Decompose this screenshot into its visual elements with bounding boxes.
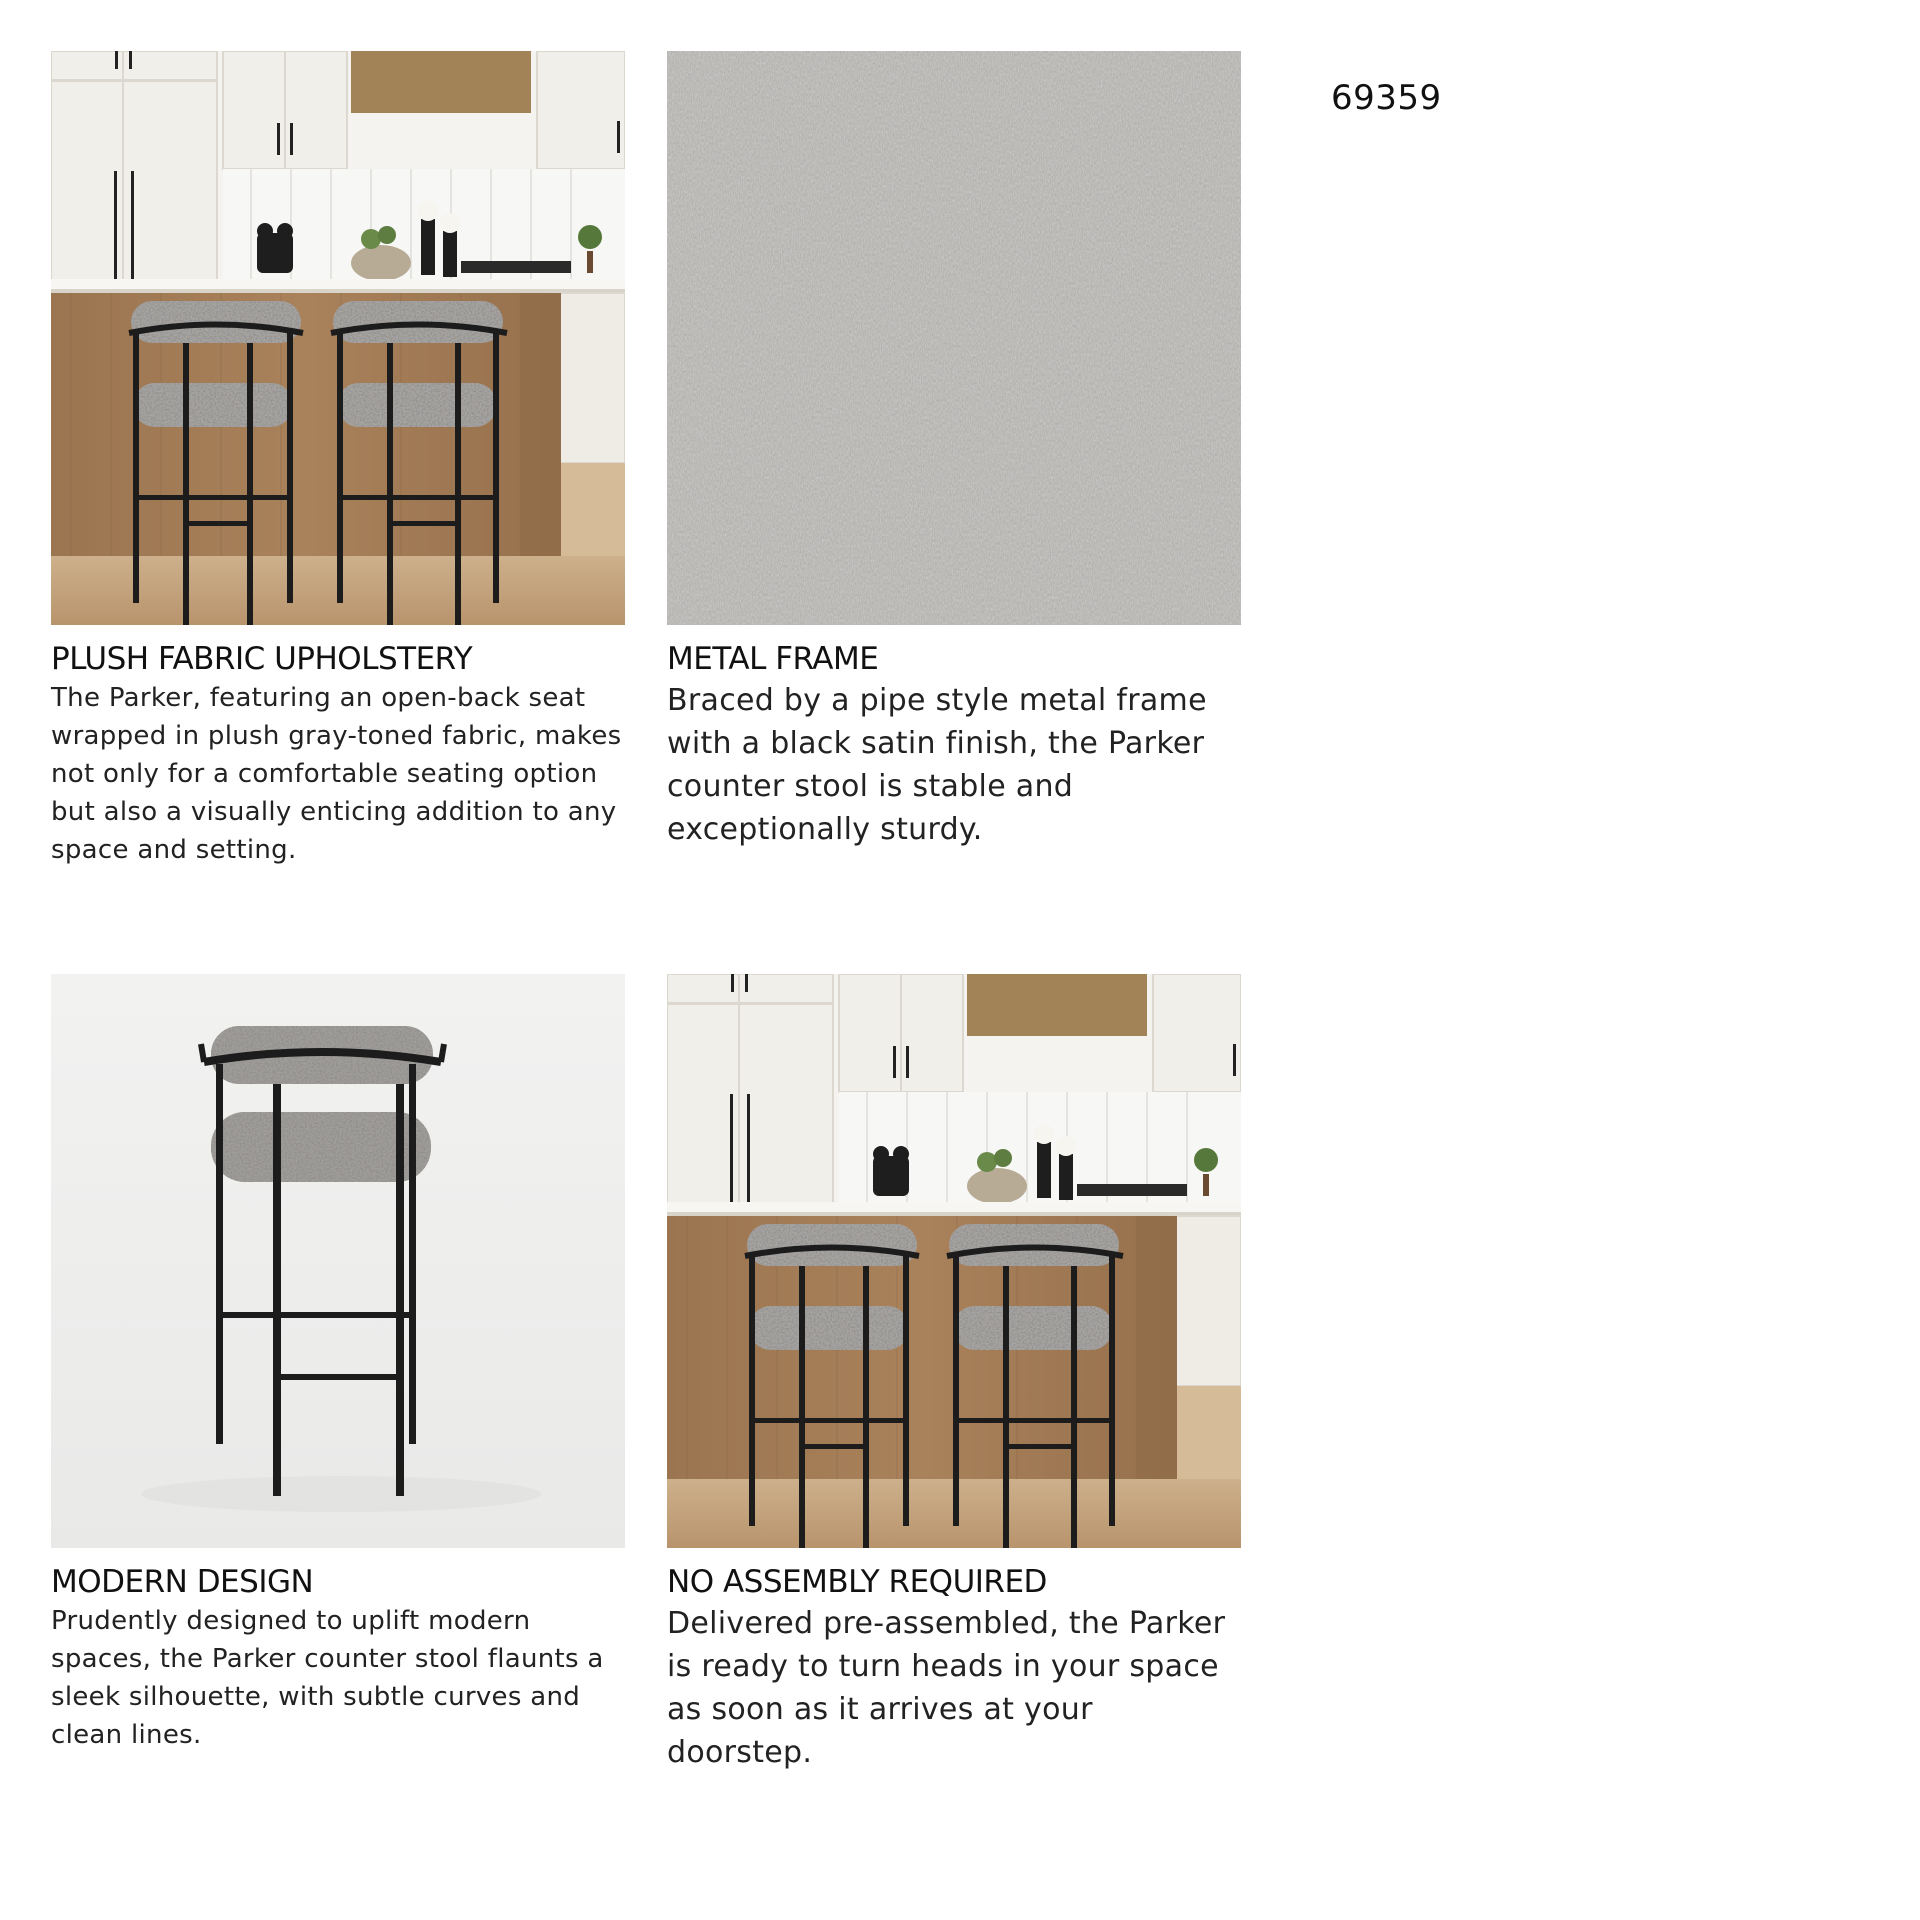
feature-description: Prudently designed to uplift modern spaces, the Parker counter stool flaunts a sleek silhouette, with subtle curves and clean lines. — [51, 1606, 604, 1750]
feature-card-no-assembly — [667, 974, 1241, 1774]
kitchen-island-stools-photo — [51, 51, 625, 625]
feature-description: The Parker, featuring an open-back seat wrapped in plush gray-toned fabric, makes not only for a comfortable seating option but also a visually enticing addition to any space and setting. — [51, 683, 622, 865]
feature-heading: MODERN DESIGN — [51, 1564, 314, 1600]
kitchen-island-stools-photo — [667, 974, 1241, 1548]
gray-fabric-swatch-photo — [667, 51, 1241, 625]
feature-card-modern-design — [51, 974, 625, 1754]
product-sku: 69359 — [1331, 78, 1442, 118]
feature-card-metal-frame — [667, 51, 1241, 851]
feature-heading: METAL FRAME — [667, 641, 879, 677]
feature-card-upholstery — [51, 51, 625, 869]
feature-heading: PLUSH FABRIC UPHOLSTERY — [51, 641, 473, 677]
feature-heading: NO ASSEMBLY REQUIRED — [667, 1564, 1047, 1600]
single-stool-photo — [51, 974, 625, 1548]
feature-description: Delivered pre-assembled, the Parker is ready to turn heads in your space as soon as it arrives at your doorstep. — [667, 1606, 1226, 1770]
feature-description: Braced by a pipe style metal frame with a black satin finish, the Parker counter stool is stable and exceptionally sturdy. — [667, 683, 1207, 847]
